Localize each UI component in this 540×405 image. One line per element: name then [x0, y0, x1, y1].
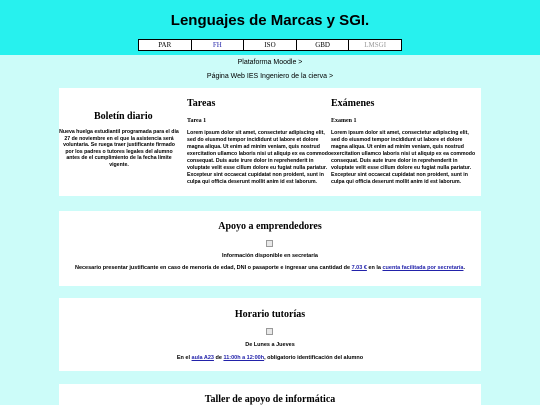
tutorias-panel	[59, 298, 481, 371]
emprendedores-text-after: .	[463, 265, 466, 271]
nav-item-par[interactable]: PAR	[139, 40, 192, 50]
boletin-title: Boletín diario	[94, 111, 153, 122]
tareas-title: Tareas	[187, 98, 216, 109]
nav-item-lmsgi[interactable]: LMSGI	[364, 41, 387, 49]
boletin-text: Nueva huelga estudiantil programada para el día 27 de noviembre en el que la asistencia será voluntaria. Se ruega traer justificante firmado por los padres o tutores legales del alumno antes de el cumplimiento de la fecha límite vigente.	[59, 129, 179, 168]
tutorias-text-after: , obligatorio identificación del alumno	[264, 355, 364, 361]
ies-website-link[interactable]: Página Web IES Ingeniero de la cierva >	[206, 73, 334, 80]
tutorias-text-before: En el	[176, 355, 192, 361]
nav-item-iso[interactable]: ISO	[244, 40, 297, 50]
examen-1-title: Examen 1	[331, 118, 357, 124]
header-bar	[0, 0, 540, 55]
site-title: Lenguajes de Marcas y SGI.	[170, 12, 370, 29]
tareas-text: Lorem ipsum dolor sit amet, consectetur adipiscing elit, sed do eiusmod tempor incididunt ut labore et dolore magna aliqua. Ut enim ad minim veniam, quis nostrud exercitation ullamco laboris nisi ut aliquip ex ea commodo consequat. Duis aute irure dolor in reprehenderit in voluptate velit esse cillum dolore eu fugiat nulla pariatur. Excepteur sint occaecat cupidatat non proident, sunt in culpa qui officia deserunt mollit anim id est laborum.	[187, 130, 332, 185]
time-link[interactable]: 11:00h a 12:00h	[223, 355, 265, 361]
tutorias-days: De Lunes a Jueves	[245, 342, 295, 348]
taller-title: Taller de apoyo de informática	[204, 394, 336, 405]
emprendedores-text-middle: en la	[366, 265, 383, 271]
tarea-1-title: Tarea 1	[187, 118, 207, 124]
nav-bar	[138, 39, 402, 51]
moodle-link[interactable]: Plataforma Moodle >	[237, 59, 303, 66]
nav-item-gbd[interactable]: GBD	[297, 40, 350, 50]
examenes-title: Exámenes	[331, 98, 375, 109]
emprendedores-info: Información disponible en secretaría	[222, 253, 318, 259]
account-link[interactable]: cuenta facilitada por secretaría	[382, 265, 464, 271]
emprendedores-title: Apoyo a emprendedores	[218, 221, 322, 232]
nav-item-fh[interactable]: FH	[192, 40, 245, 50]
broken-image-icon	[266, 328, 273, 335]
broken-image-icon	[266, 240, 273, 247]
amount-link[interactable]: 7.03 €	[351, 265, 367, 271]
tutorias-text	[59, 355, 481, 361]
tutorias-title: Horario tutorías	[234, 309, 306, 320]
tutorias-text-middle: de	[213, 355, 224, 361]
taller-panel	[59, 384, 481, 405]
examenes-text: Lorem ipsum dolor sit amet, consectetur adipiscing elit, sed do eiusmod tempor incididunt ut labore et dolore magna aliqua. Ut enim ad minim veniam, quis nostrud exercitation ullamco laboris nisi ut aliquip ex ea commodo consequat. Duis aute irure dolor in reprehenderit in voluptate velit esse cillum dolore eu fugiat nulla pariatur. Excepteur sint occaecat cupidatat non proident, sunt in culpa qui officia deserunt mollit anim id est laborum.	[331, 130, 476, 185]
emprendedores-panel	[59, 211, 481, 286]
room-link[interactable]: aula A23	[191, 355, 214, 361]
info-panel	[59, 88, 481, 196]
emprendedores-text-before: Necesario presentar justificante en caso de menoría de edad, DNI o pasaporte e ingresar una cantidad de	[74, 265, 352, 271]
emprendedores-text	[67, 265, 473, 272]
